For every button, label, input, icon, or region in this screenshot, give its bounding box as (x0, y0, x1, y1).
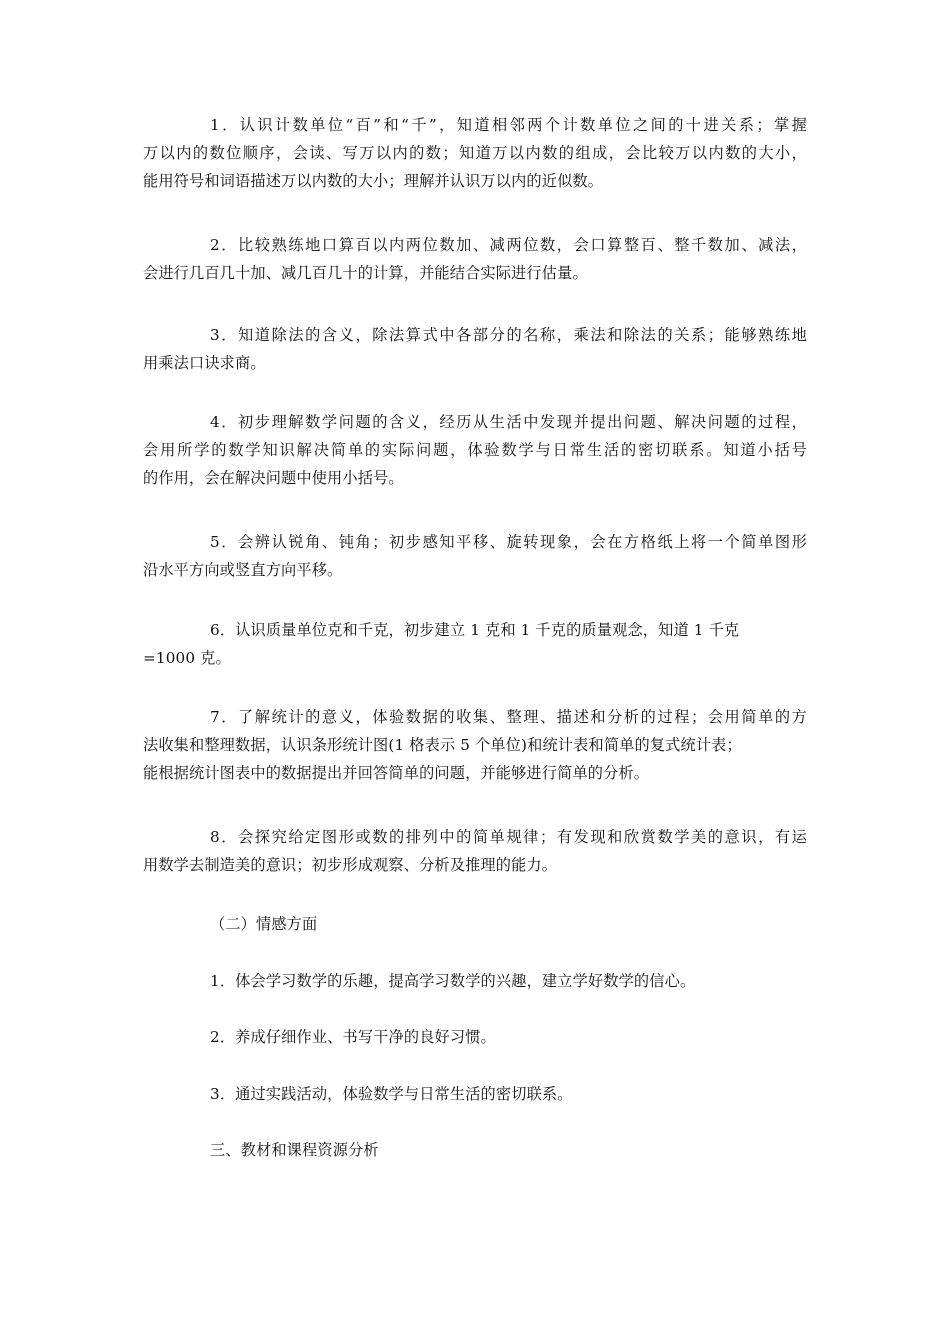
goal-paragraph-3 (143, 321, 807, 377)
text-line: 3．通过实践活动，体验数学与日常生活的密切联系。 (210, 1085, 573, 1103)
goal-paragraph-7 (143, 703, 807, 787)
goal-paragraph-4 (143, 408, 807, 492)
text-line: 8．会探究给定图形或数的排列中的简单规律；有发现和欣赏数学美的意识，有运 (210, 828, 807, 846)
text-line: 沿水平方向或竖直方向平移。 (143, 561, 343, 579)
text-line: 3．知道除法的含义，除法算式中各部分的名称，乘法和除法的关系；能够熟练地 (210, 326, 807, 344)
text-line: 6．认识质量单位克和千克，初步建立 1 克和 1 千克的质量观念，知道 1 千克 (210, 621, 740, 639)
section-heading-emotion (143, 910, 807, 938)
text-line: 的作用，会在解决问题中使用小括号。 (143, 469, 404, 487)
text-line: =1000 克。 (143, 649, 231, 667)
text-line: 万以内的数位顺序，会读、写万以内的数；知道万以内数的组成，会比较万以内数的大小， (143, 144, 807, 162)
text-line: 用数学去制造美的意识；初步形成观察、分析及推理的能力。 (143, 856, 558, 874)
goal-paragraph-2 (143, 231, 807, 287)
section-heading-three (143, 1136, 807, 1164)
text-line: 7．了解统计的意义，体验数据的收集、整理、描述和分析的过程；会用简单的方 (210, 708, 807, 726)
text-line: 4．初步理解数学问题的含义，经历从生活中发现并提出问题、解决问题的过程， (210, 413, 807, 431)
text-line: 会进行几百几十加、减几百几十的计算，并能结合实际进行估量。 (143, 264, 588, 282)
text-line: 1．认识计数单位“百”和“千”，知道相邻两个计数单位之间的十进关系；掌握 (210, 116, 807, 134)
text-line: 能根据统计图表中的数据提出并回答简单的问题，并能够进行简单的分析。 (143, 764, 650, 782)
text-line: 2．养成仔细作业、书写干净的良好习惯。 (210, 1028, 496, 1046)
emotion-item-1 (143, 967, 807, 995)
text-line: 用乘法口诀求商。 (143, 354, 266, 372)
goal-paragraph-5 (143, 528, 807, 584)
goal-paragraph-8 (143, 823, 807, 879)
text-line: 5．会辨认锐角、钝角；初步感知平移、旋转现象，会在方格纸上将一个简单图形 (210, 533, 807, 551)
emotion-item-2 (143, 1023, 807, 1051)
text-line: 法收集和整理数据，认识条形统计图(1 格表示 5 个单位)和统计表和简单的复式统计表； (143, 736, 742, 754)
section-heading: 三、教材和课程资源分析 (210, 1141, 379, 1159)
section-heading: （二）情感方面 (210, 915, 318, 933)
text-line: 会用所学的数学知识解决简单的实际问题，体验数学与日常生活的密切联系。知道小括号 (143, 441, 807, 459)
text-line: 2．比较熟练地口算百以内两位数加、减两位数，会口算整百、整千数加、减法， (210, 236, 807, 254)
text-line: 1．体会学习数学的乐趣，提高学习数学的兴趣，建立学好数学的信心。 (210, 972, 696, 990)
goal-paragraph-6 (143, 616, 807, 672)
emotion-item-3 (143, 1080, 807, 1108)
goal-paragraph-1 (143, 111, 807, 195)
text-line: 能用符号和词语描述万以内数的大小；理解并认识万以内的近似数。 (143, 172, 604, 190)
